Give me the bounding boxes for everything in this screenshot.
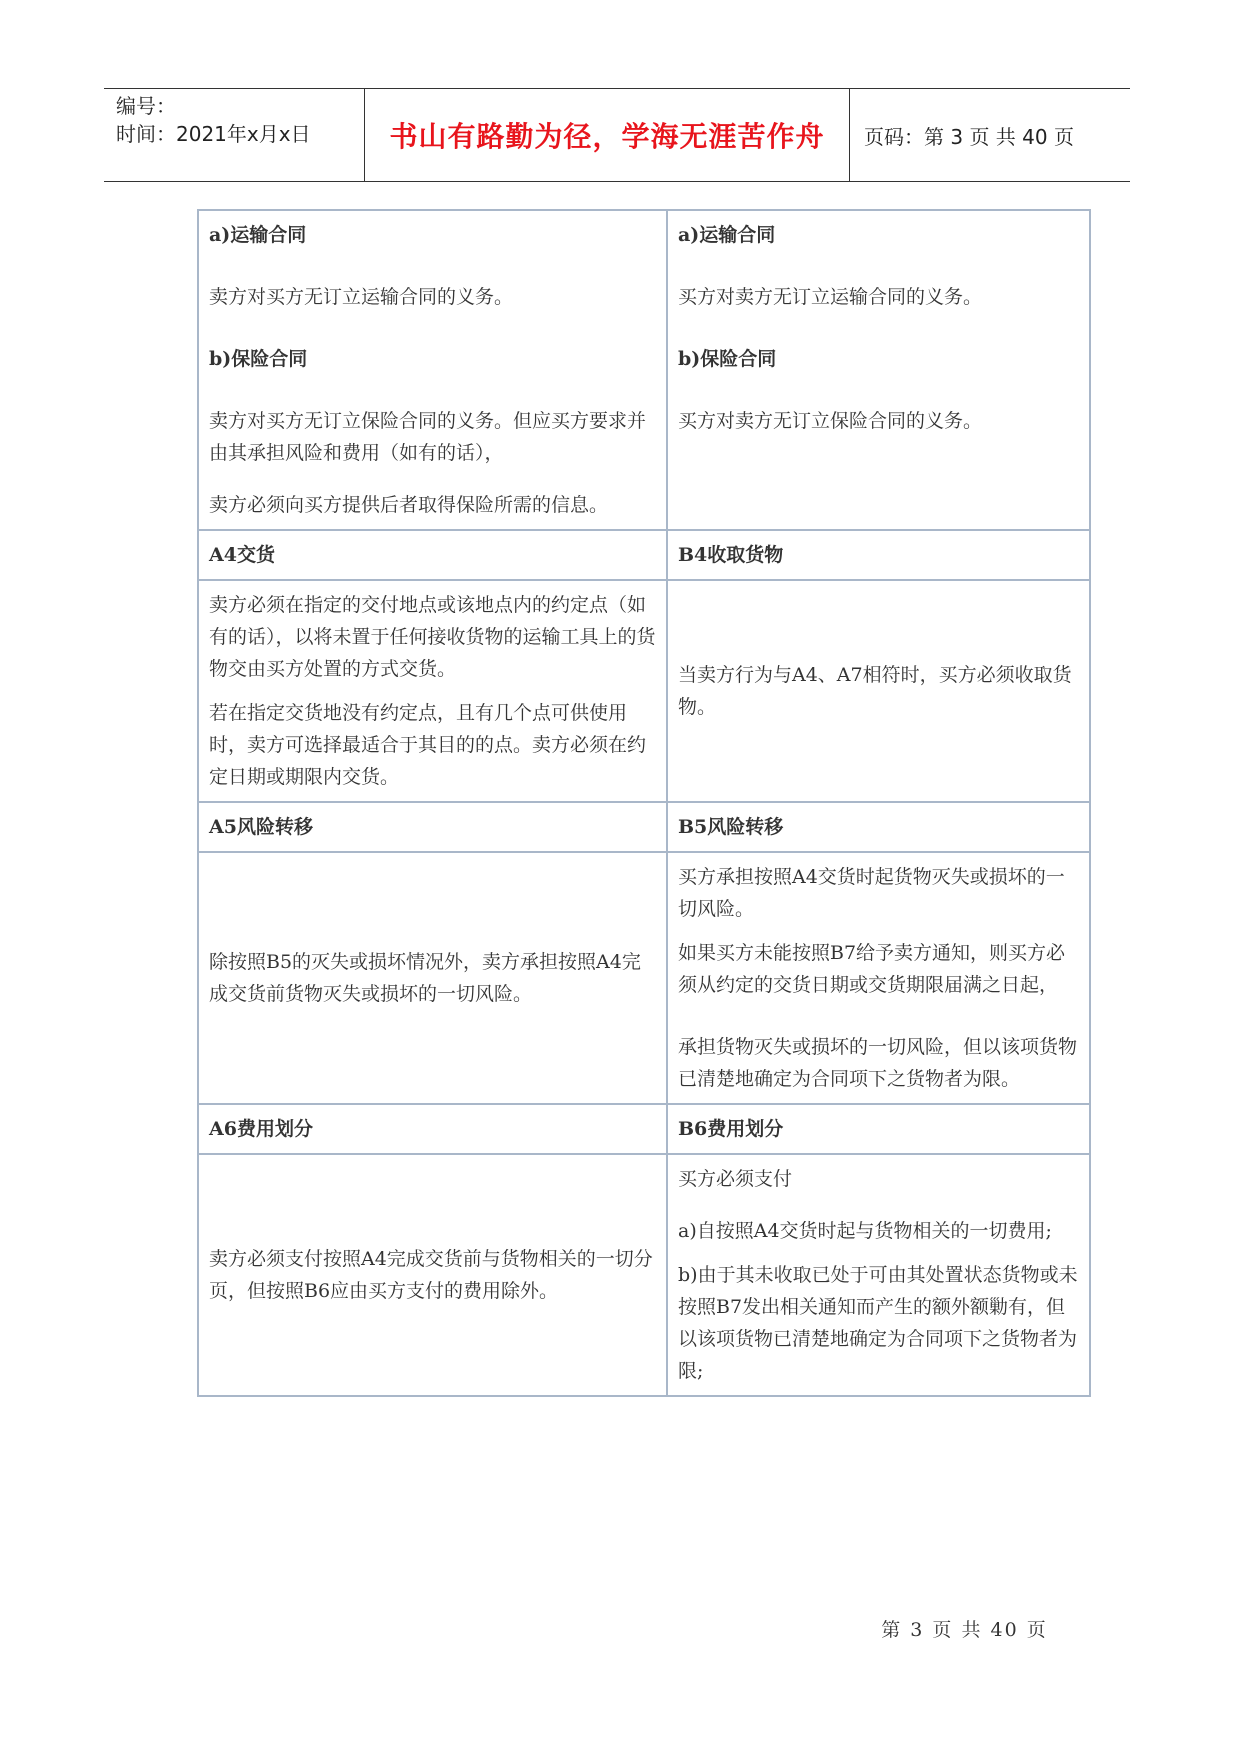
section-heading: A6费用划分	[198, 1104, 667, 1154]
risk-notice-text: 如果买方未能按照B7给予卖方通知，则买方必须从约定的交货日期或交货期限届满之日起，	[678, 942, 1066, 996]
risk-transfer-text: 除按照B5的灭失或损坏情况外，卖方承担按照A4完成交货前货物灭失或损坏的一切风险。	[209, 951, 641, 1005]
transport-contract-text: 卖方对买方无订立运输合同的义务。	[209, 286, 514, 308]
taking-delivery-text: 当卖方行为与A4、A7相符时，买方必须收取货物。	[678, 664, 1072, 718]
section-heading: A4交货	[198, 530, 667, 580]
page-number: 第 3 页 共 40 页	[881, 1619, 1048, 1641]
cost-item-a: a)自按照A4交货时起与货物相关的一切费用;	[678, 1220, 1052, 1242]
section-heading: B6费用划分	[667, 1104, 1090, 1154]
cost-division-cell	[667, 1154, 1090, 1396]
risk-bear-text: 承担货物灭失或损坏的一切风险，但以该项货物已清楚地确定为合同项下之货物者为限。	[678, 1036, 1078, 1090]
section-heading: B4收取货物	[667, 530, 1090, 580]
risk-transfer-cell	[667, 852, 1090, 1104]
insurance-contract-title: b)保险合同	[209, 348, 308, 370]
delivery-cell	[198, 580, 667, 802]
insurance-contract-title: b)保险合同	[678, 348, 777, 370]
cost-intro-text: 买方必须支付	[678, 1168, 793, 1190]
cost-division-text: 卖方必须支付按照A4完成交货前与货物相关的一切分页，但按照B6应由买方支付的费用除外。	[209, 1248, 653, 1302]
delivery-point-text: 若在指定交货地没有约定点，且有几个点可供使用时，卖方可选择最适合于其目的的点。卖方必须在约定日期或期限内交货。	[209, 702, 647, 788]
taking-delivery-cell	[667, 580, 1090, 802]
page-footer	[0, 1615, 1241, 1642]
header-motto: 书山有路勤为径，学海无涯苦作舟	[365, 89, 850, 181]
cost-division-cell	[198, 1154, 667, 1396]
risk-transfer-text: 买方承担按照A4交货时起货物灭失或损坏的一切风险。	[678, 866, 1065, 920]
table-row	[198, 1104, 1090, 1154]
delivery-text: 卖方必须在指定的交付地点或该地点内的约定点（如有的话），以将未置于任何接收货物的运输工具上的货物交由买方处置的方式交货。	[209, 594, 656, 680]
header-meta	[104, 89, 365, 181]
table-row	[198, 530, 1090, 580]
transport-contract-title: a)运输合同	[209, 224, 307, 246]
insurance-contract-text: 买方对卖方无订立保险合同的义务。	[678, 410, 983, 432]
table-row	[198, 580, 1090, 802]
time-label: 时间：2021年x月x日	[116, 122, 311, 146]
insurance-contract-text: 卖方对买方无订立保险合同的义务。但应买方要求并由其承担风险和费用（如有的话），	[209, 410, 647, 464]
serial-label: 编号：	[116, 94, 176, 118]
header-page-label: 页码：第 3 页 共 40 页	[864, 124, 1074, 149]
table-row	[198, 1154, 1090, 1396]
table-row	[198, 802, 1090, 852]
risk-transfer-cell	[198, 852, 667, 1104]
terms-table	[197, 209, 1091, 1397]
seller-obligations-cell	[198, 210, 667, 530]
transport-contract-text: 买方对卖方无订立运输合同的义务。	[678, 286, 983, 308]
section-heading: A5风险转移	[198, 802, 667, 852]
section-heading: B5风险转移	[667, 802, 1090, 852]
page-header	[104, 88, 1130, 182]
cost-item-b: b)由于其未收取已处于可由其处置状态货物或未按照B7发出相关通知而产生的额外额勦有，但以该项货物已清楚地确定为合同项下之货物者为限;	[678, 1264, 1078, 1382]
table-row	[198, 852, 1090, 1104]
table-row	[198, 210, 1090, 530]
buyer-obligations-cell	[667, 210, 1090, 530]
transport-contract-title: a)运输合同	[678, 224, 776, 246]
insurance-info-text: 卖方必须向买方提供后者取得保险所需的信息。	[209, 494, 609, 516]
